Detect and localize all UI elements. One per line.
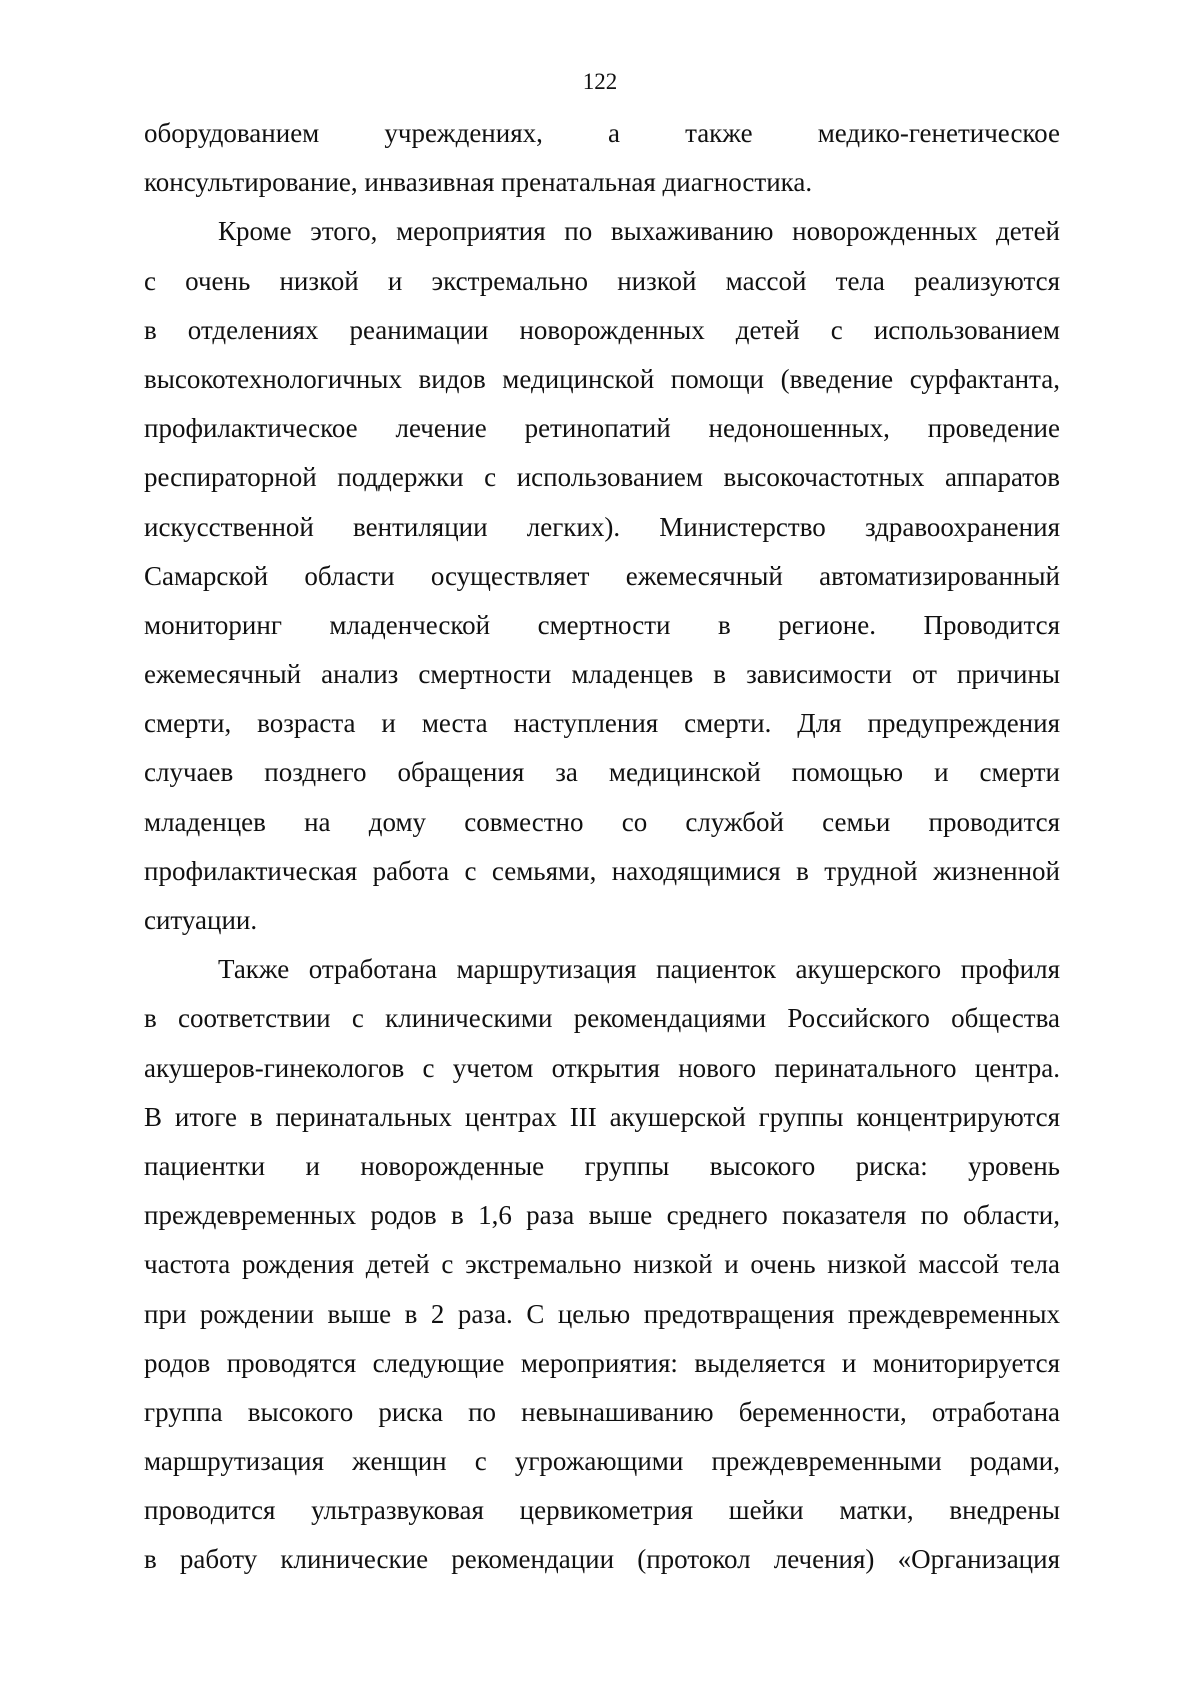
text-line: проводится ультразвуковая цервикометрия шейки матки, внедрены bbox=[144, 1495, 1060, 1526]
text-line: частота рождения детей с экстремально низкой и очень низкой массой тела bbox=[144, 1249, 1060, 1280]
paragraph-3 bbox=[144, 945, 1060, 1584]
text-line: Также отработана маршрутизация пациенток акушерского профиля bbox=[218, 954, 1060, 985]
text-line: в работу клинические рекомендации (протокол лечения) «Организация bbox=[144, 1544, 1060, 1575]
text-line: В итоге в перинатальных центрах III акушерской группы концентрируются bbox=[144, 1101, 1060, 1132]
text-line: с очень низкой и экстремально низкой массой тела реализуются bbox=[144, 265, 1060, 296]
document-body bbox=[144, 109, 1060, 1585]
text-line: в отделениях реанимации новорожденных детей с использованием bbox=[144, 314, 1060, 345]
text-line: высокотехнологичных видов медицинской помощи (введение сурфактанта, bbox=[144, 363, 1060, 394]
text-line: при рождении выше в 2 раза. С целью предотвращения преждевременных bbox=[144, 1298, 1060, 1329]
text-line: профилактическое лечение ретинопатий недоношенных, проведение bbox=[144, 413, 1060, 444]
text-line: профилактическая работа с семьями, находящимися в трудной жизненной bbox=[144, 855, 1060, 886]
text-line: респираторной поддержки с использованием высокочастотных аппаратов bbox=[144, 462, 1060, 493]
text-line: Кроме этого, мероприятия по выхаживанию новорожденных детей bbox=[218, 216, 1060, 247]
text-line: ситуации. bbox=[144, 905, 258, 935]
paragraph-2 bbox=[144, 207, 1060, 945]
text-line: искусственной вентиляции легких). Министерство здравоохранения bbox=[144, 511, 1060, 542]
text-line: акушеров-гинекологов с учетом открытия нового перинатального центра. bbox=[144, 1052, 1060, 1083]
text-line: группа высокого риска по невынашиванию беременности, отработана bbox=[144, 1396, 1060, 1427]
text-line: случаев позднего обращения за медицинской помощью и смерти bbox=[144, 757, 1060, 788]
text-line: родов проводятся следующие мероприятия: выделяется и мониторируется bbox=[144, 1347, 1060, 1378]
page-number: 122 bbox=[582, 69, 618, 94]
text-line: консультирование, инвазивная пренатальная диагностика. bbox=[144, 167, 813, 198]
text-line: пациентки и новорожденные группы высокого риска: уровень bbox=[144, 1150, 1060, 1181]
text-line: в соответствии с клиническими рекомендациями Российского общества bbox=[144, 1003, 1060, 1034]
text-line: маршрутизация женщин с угрожающими преждевременными родами, bbox=[144, 1446, 1060, 1477]
text-line: Самарской области осуществляет ежемесячный автоматизированный bbox=[144, 560, 1060, 591]
text-line: ежемесячный анализ смертности младенцев в зависимости от причины bbox=[144, 659, 1060, 690]
paragraph-1 bbox=[144, 109, 1060, 207]
text-line: смерти, возраста и места наступления смерти. Для предупреждения bbox=[144, 708, 1060, 739]
text-line: преждевременных родов в 1,6 раза выше среднего показателя по области, bbox=[144, 1200, 1060, 1231]
text-line: оборудованием учреждениях, а также медико-генетическое bbox=[144, 118, 1060, 148]
text-line: мониторинг младенческой смертности в регионе. Проводится bbox=[144, 609, 1060, 640]
text-line: младенцев на дому совместно со службой семьи проводится bbox=[144, 806, 1060, 837]
